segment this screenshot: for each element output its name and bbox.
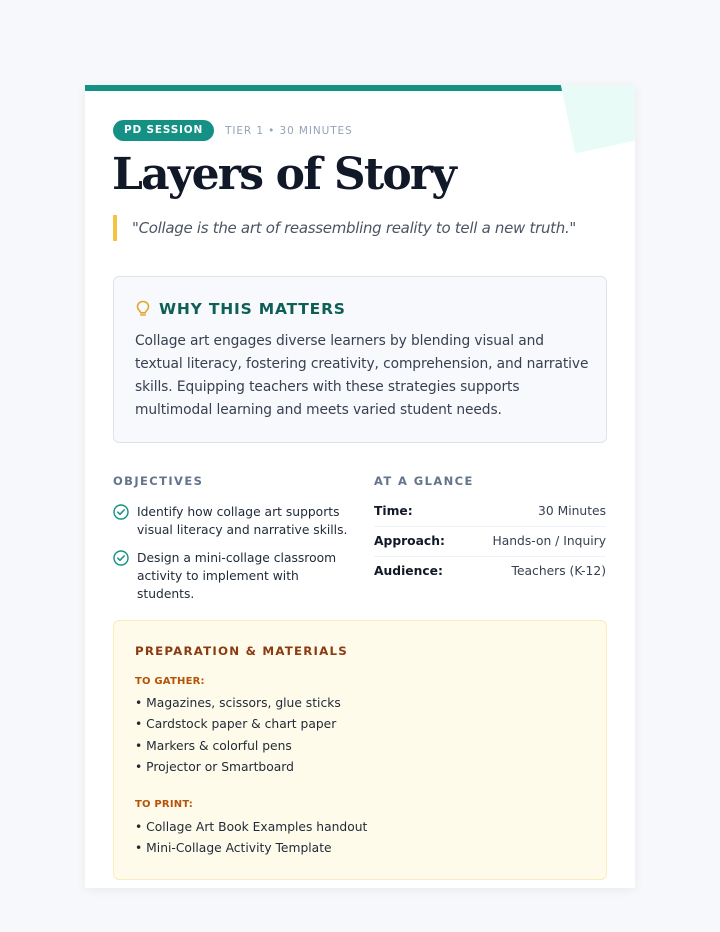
session-meta-text: TIER 1 • 30 MINUTES [225, 124, 353, 137]
glance-row-time [374, 497, 606, 527]
check-circle-icon [113, 550, 129, 571]
at-a-glance-heading: AT A GLANCE [374, 474, 474, 488]
preparation-materials-panel [113, 620, 607, 880]
objective-item [113, 503, 353, 539]
glance-value: Teachers (K-12) [511, 564, 606, 578]
why-heading-row [135, 300, 346, 318]
session-quote: "Collage is the art of reassembling reality to tell a new truth." [132, 219, 577, 237]
to-print-label: TO PRINT: [135, 799, 193, 810]
glance-label: Audience: [374, 564, 443, 578]
objective-item [113, 549, 353, 603]
list-item: • Cardstock paper & chart paper [135, 714, 341, 735]
gather-list [135, 693, 341, 779]
objectives-heading: OBJECTIVES [113, 474, 204, 488]
why-body-text: Collage art engages diverse learners by blending visual and textual literacy, fostering creativity, comprehension, and narrative skills. Equipping teachers with these strategies supports multimodal learning and meets varied student needs. [135, 333, 589, 418]
at-a-glance-table [374, 497, 606, 586]
page-title: Layers of Story [112, 149, 456, 200]
why-this-matters-panel [113, 276, 607, 443]
corner-decoration [557, 85, 635, 153]
glance-row-audience [374, 557, 606, 586]
list-item: • Magazines, scissors, glue sticks [135, 693, 341, 714]
lightbulb-icon [135, 300, 151, 318]
glance-row-approach [374, 527, 606, 557]
check-circle-icon [113, 504, 129, 525]
prep-title: PREPARATION & MATERIALS [135, 644, 348, 658]
session-meta-row [113, 120, 353, 141]
glance-value: Hands-on / Inquiry [492, 534, 606, 548]
glance-label: Approach: [374, 534, 445, 548]
list-item: • Collage Art Book Examples handout [135, 817, 367, 838]
why-title: WHY THIS MATTERS [159, 300, 346, 318]
print-list [135, 817, 367, 860]
session-type-badge: PD SESSION [113, 120, 214, 141]
quote-accent-bar [113, 215, 117, 241]
session-card [85, 85, 635, 888]
list-item: • Projector or Smartboard [135, 757, 341, 778]
glance-label: Time: [374, 504, 413, 518]
glance-value: 30 Minutes [538, 504, 606, 518]
objective-text: Design a mini-collage classroom activity to implement with students. [137, 551, 337, 601]
objectives-list [113, 503, 353, 613]
list-item: • Mini-Collage Activity Template [135, 838, 367, 859]
list-item: • Markers & colorful pens [135, 736, 341, 757]
objective-text: Identify how collage art supports visual literacy and narrative skills. [137, 505, 348, 537]
to-gather-label: TO GATHER: [135, 676, 205, 687]
accent-top-bar [85, 85, 635, 91]
